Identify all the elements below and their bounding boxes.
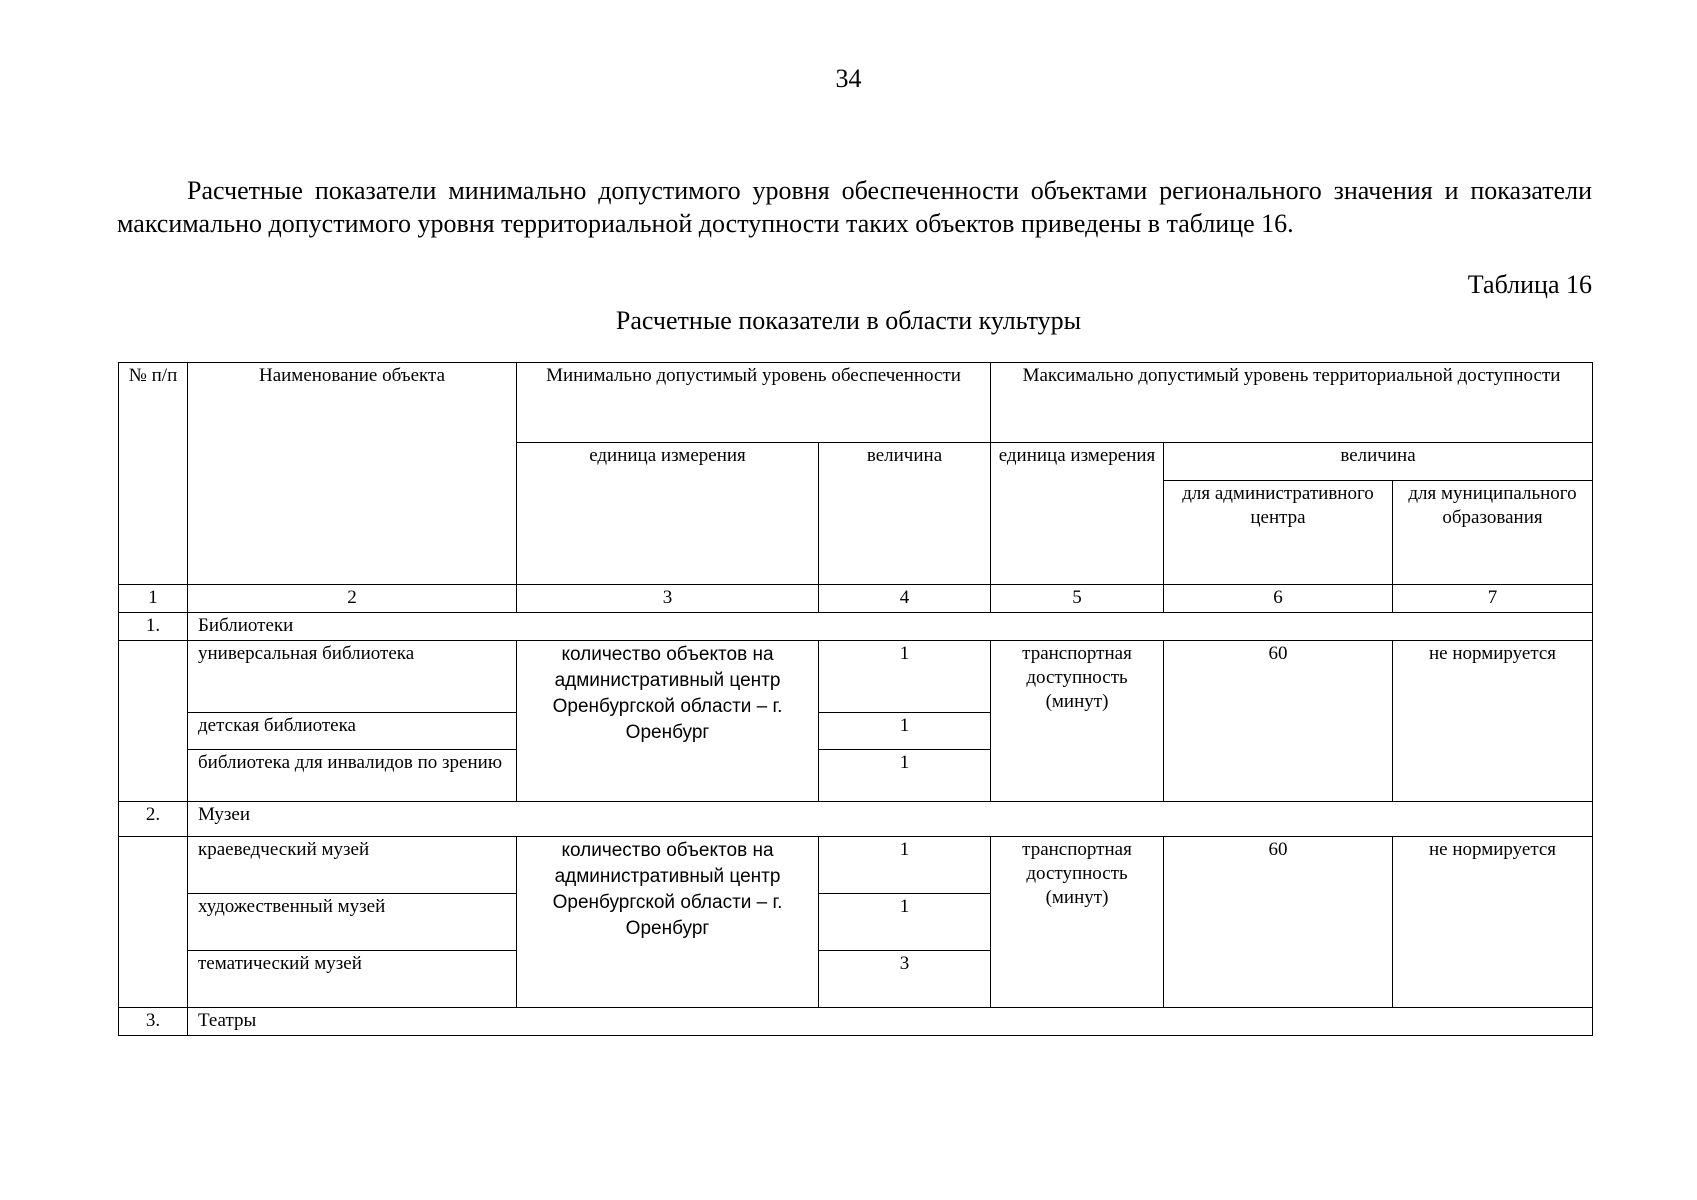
col-number: 7 bbox=[1393, 585, 1593, 613]
header-unit-2: единица измерения bbox=[991, 443, 1164, 585]
col-number: 1 bbox=[119, 585, 188, 613]
empty-num-cell bbox=[119, 641, 188, 802]
intro-paragraph: Расчетные показатели минимально допустимого уровня обеспеченности объектами регионального значения и показатели максимально допустимого уровня территориальной доступности таких объектов приведены в таблице 16. bbox=[117, 176, 1592, 238]
col-number: 2 bbox=[188, 585, 517, 613]
table-title: Расчетные показатели в области культуры bbox=[615, 306, 1082, 335]
municipal-value: не нормируется bbox=[1393, 641, 1593, 802]
table-label: Таблица 16 bbox=[1467, 270, 1592, 299]
page-number: 34 bbox=[835, 64, 862, 93]
section-number: 3. bbox=[119, 1008, 188, 1036]
section-row bbox=[119, 1008, 1593, 1036]
header-max-level: Максимально допустимый уровень территориальной доступности bbox=[991, 363, 1593, 443]
empty-num-cell bbox=[119, 837, 188, 1008]
item-name: библиотека для инвалидов по зрению bbox=[188, 750, 517, 802]
access-unit: транспортная доступность (минут) bbox=[991, 641, 1164, 802]
item-value: 1 bbox=[819, 750, 991, 802]
item-value: 1 bbox=[819, 837, 991, 894]
item-name: краеведческий музей bbox=[188, 837, 517, 894]
item-name: детская библиотека bbox=[188, 713, 517, 750]
header-unit: единица измерения bbox=[517, 443, 819, 585]
item-value: 3 bbox=[819, 951, 991, 1008]
header-admin-center: для административного центра bbox=[1164, 481, 1393, 585]
header-num: № п/п bbox=[119, 363, 188, 585]
col-number: 6 bbox=[1164, 585, 1393, 613]
item-name: художественный музей bbox=[188, 894, 517, 951]
item-value: 1 bbox=[819, 713, 991, 750]
section-row bbox=[119, 802, 1593, 837]
municipal-value: не нормируется bbox=[1393, 837, 1593, 1008]
header-value: величина bbox=[819, 443, 991, 585]
table-row bbox=[119, 641, 1593, 713]
col-number: 3 bbox=[517, 585, 819, 613]
section-number: 1. bbox=[119, 613, 188, 641]
section-title: Театры bbox=[188, 1008, 1593, 1036]
item-value: 1 bbox=[819, 894, 991, 951]
section-number: 2. bbox=[119, 802, 188, 837]
table-row bbox=[119, 837, 1593, 894]
col-number: 4 bbox=[819, 585, 991, 613]
header-municipal: для муниципального образования bbox=[1393, 481, 1593, 585]
header-value-2: величина bbox=[1164, 443, 1593, 481]
access-unit: транспортная доступность (минут) bbox=[991, 837, 1164, 1008]
item-value: 1 bbox=[819, 641, 991, 713]
culture-indicators-table bbox=[118, 362, 1593, 1036]
col-number: 5 bbox=[991, 585, 1164, 613]
item-name: тематический музей bbox=[188, 951, 517, 1008]
provision-unit: количество объектов на административный центр Оренбургской области – г. Оренбург bbox=[517, 641, 819, 802]
section-title: Библиотеки bbox=[188, 613, 1593, 641]
provision-unit: количество объектов на административный центр Оренбургской области – г. Оренбург bbox=[517, 837, 819, 1008]
item-name: универсальная библиотека bbox=[188, 641, 517, 713]
section-title: Музеи bbox=[188, 802, 1593, 837]
admin-center-value: 60 bbox=[1164, 641, 1393, 802]
section-row bbox=[119, 613, 1593, 641]
header-name: Наименование объекта bbox=[188, 363, 517, 585]
header-min-level: Минимально допустимый уровень обеспеченности bbox=[517, 363, 991, 443]
admin-center-value: 60 bbox=[1164, 837, 1393, 1008]
